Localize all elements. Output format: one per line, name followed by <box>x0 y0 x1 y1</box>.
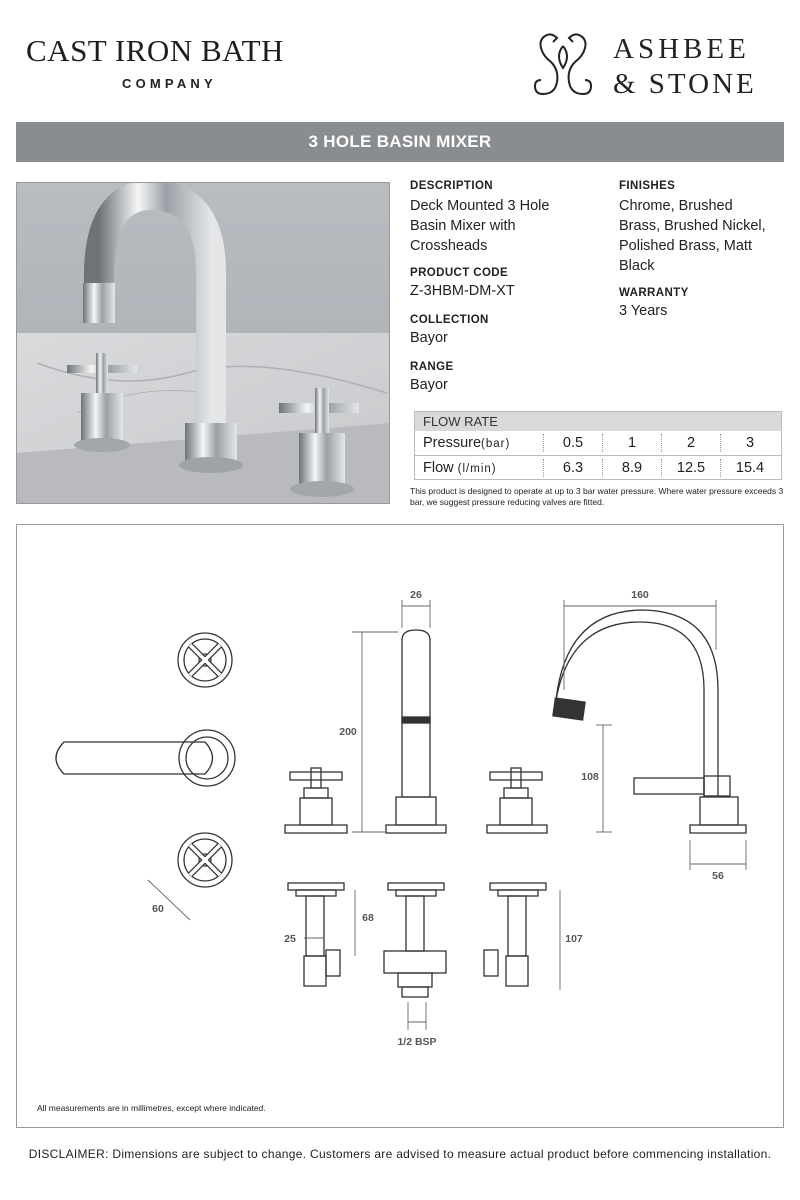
finishes-line: Polished Brass, Matt <box>619 238 752 254</box>
front-valve-right <box>487 768 547 833</box>
flow-value: 8.9 <box>602 459 661 477</box>
flow-value: 12.5 <box>661 459 720 477</box>
pressure-value: 2 <box>661 434 720 452</box>
dim-handle-diameter: 60 <box>152 903 164 915</box>
range-label: RANGE <box>410 361 454 373</box>
flow-rate-heading: FLOW RATE <box>415 412 781 431</box>
warranty-label: WARRANTY <box>619 287 689 299</box>
underside-fitting-center <box>384 883 446 997</box>
range-value: Bayor <box>410 377 448 393</box>
underside-fitting-left <box>288 883 344 986</box>
disclaimer: DISCLAIMER: Dimensions are subject to change. Customers are advised to measure actual product before commencing installation. <box>28 1147 772 1161</box>
description-label: DESCRIPTION <box>410 180 493 192</box>
brand-logo-stone: & STONE <box>613 68 757 100</box>
dim-spout-height: 200 <box>339 726 357 738</box>
dim-inlet: 1/2 BSP <box>397 1036 437 1048</box>
dim-base-diameter: 56 <box>712 870 724 882</box>
dim-outlet-height: 108 <box>581 771 599 783</box>
pressure-unit: (bar) <box>481 438 511 450</box>
brand-logo-cast-iron-bath: CAST IRON BATH <box>26 33 284 68</box>
flow-rate-note: This product is designed to operate at up to 3 bar water pressure. Where water pressure exceeds 3 bar, we suggest pressure reducing valves are fitted. <box>410 486 784 507</box>
finishes-label: FINISHES <box>619 180 676 192</box>
side-view-spout <box>553 600 746 833</box>
collection-label: COLLECTION <box>410 314 489 326</box>
underside-fitting-right <box>484 883 546 986</box>
dim-spout-width: 26 <box>410 589 422 601</box>
description-line: Deck Mounted 3 Hole <box>410 198 550 214</box>
flow-value: 15.4 <box>720 459 779 477</box>
warranty-value: 3 Years <box>619 303 668 319</box>
plan-handle-bottom <box>178 833 232 887</box>
product-code-value: Z-3HBM-DM-XT <box>410 283 515 299</box>
pressure-value: 3 <box>720 434 779 452</box>
dim-valve-height: 68 <box>362 912 374 924</box>
description-line: Crossheads <box>410 238 488 254</box>
dim-reach: 160 <box>631 589 649 601</box>
finishes-line: Brass, Brushed Nickel, <box>619 218 766 234</box>
plan-handle-top <box>178 633 232 687</box>
dim-offset: 25 <box>284 933 296 945</box>
pressure-label: Pressure <box>423 435 482 451</box>
brand-logo-company: COMPANY <box>122 76 217 91</box>
product-code-label: PRODUCT CODE <box>410 267 509 279</box>
plan-spout <box>56 730 235 786</box>
product-title: 3 HOLE BASIN MIXER <box>308 132 492 151</box>
pressure-value: 0.5 <box>543 434 602 452</box>
flow-unit: (l/min) <box>457 462 497 475</box>
dim-body-height: 107 <box>565 933 583 945</box>
measurement-note: All measurements are in millimetres, except where indicated. <box>37 1103 266 1113</box>
finishes-line: Chrome, Brushed <box>619 198 733 214</box>
description-line: Basin Mixer with <box>410 218 516 234</box>
pressure-value: 1 <box>602 434 661 452</box>
front-spout <box>386 630 446 833</box>
brand-logo-ashbee: ASHBEE <box>613 33 750 65</box>
collection-value: Bayor <box>410 330 448 346</box>
flow-label: Flow <box>423 459 454 476</box>
flow-value: 6.3 <box>543 459 602 477</box>
finishes-line: Black <box>619 258 655 274</box>
front-valve-left <box>285 768 347 833</box>
